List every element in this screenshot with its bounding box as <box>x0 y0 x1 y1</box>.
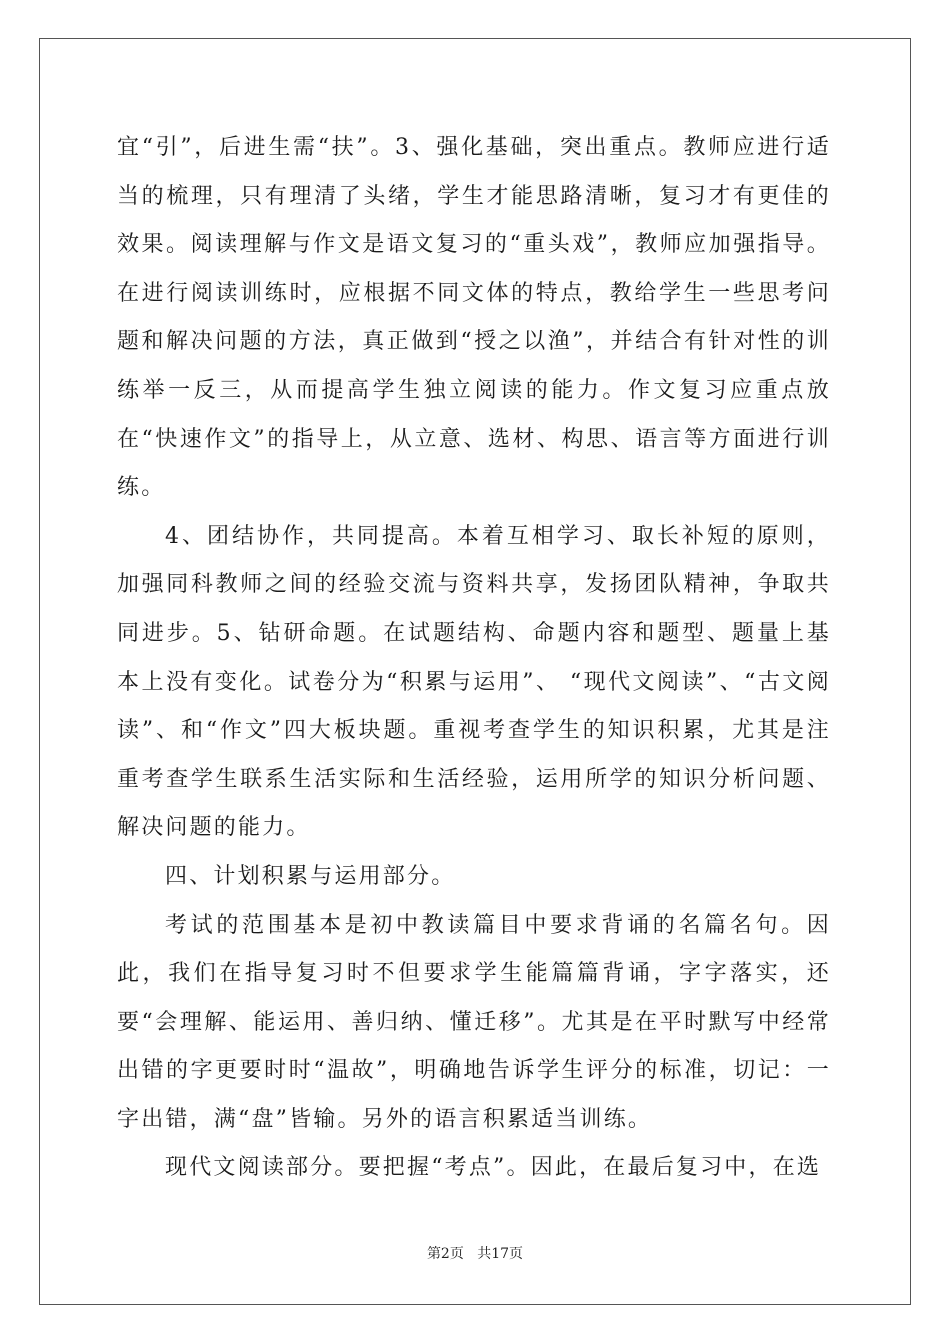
page-total: 共17页 <box>477 1246 524 1262</box>
paragraph-1: 宜“引”，后进生需“扶”。3、强化基础，突出重点。教师应进行适当的梳理，只有理清了头绪，学生才能思路清晰，复习才有更佳的效果。阅读理解与作文是语文复习的“重头戏”，教师应加强指导。在进行阅读训练时，应根据不同文体的特点，教给学生一些思考问题和解决问题的方法，真正做到“授之以渔”，并结合有针对性的训练举一反三，从而提高学生独立阅读的能力。作文复习应重点放在“快速作文”的指导上，从立意、选材、构思、语言等方面进行训练。 <box>117 135 831 501</box>
paragraph-4: 考试的范围基本是初中教读篇目中要求背诵的名篇名句。因此，我们在指导复习时不但要求学生能篇篇背诵，字字落实，还要“会理解、能运用、善归纳、懂迁移”。尤其是在平时默写中经常出错的字更要时时“温故”，明确地告诉学生评分的标准，切记：一字出错，满“盘”皆输。另外的语言积累适当训练。 <box>117 912 831 1132</box>
page-number: 第2页 <box>426 1246 464 1262</box>
page-footer <box>0 1244 950 1264</box>
paragraph-5: 现代文阅读部分。要把握“考点”。因此，在最后复习中，在选 <box>165 1155 822 1181</box>
paragraph-2: 4、团结协作，共同提高。本着互相学习、取长补短的原则，加强同科教师之间的经验交流与资料共享，发扬团队精神，争取共同进步。5、钻研命题。在试题结构、命题内容和题型、题量上基本上没有变化。试卷分为“积累与运用”、 “现代文阅读”、“古文阅读”、和“作文”四大板块题。重视考查学生的知识积累，尤其是注重考查学生联系生活实际和生活经验，运用所学的知识分析问题、解决问题的能力。 <box>117 523 831 841</box>
document-body <box>117 124 831 1193</box>
paragraph-3: 四、计划积累与运用部分。 <box>165 863 456 889</box>
